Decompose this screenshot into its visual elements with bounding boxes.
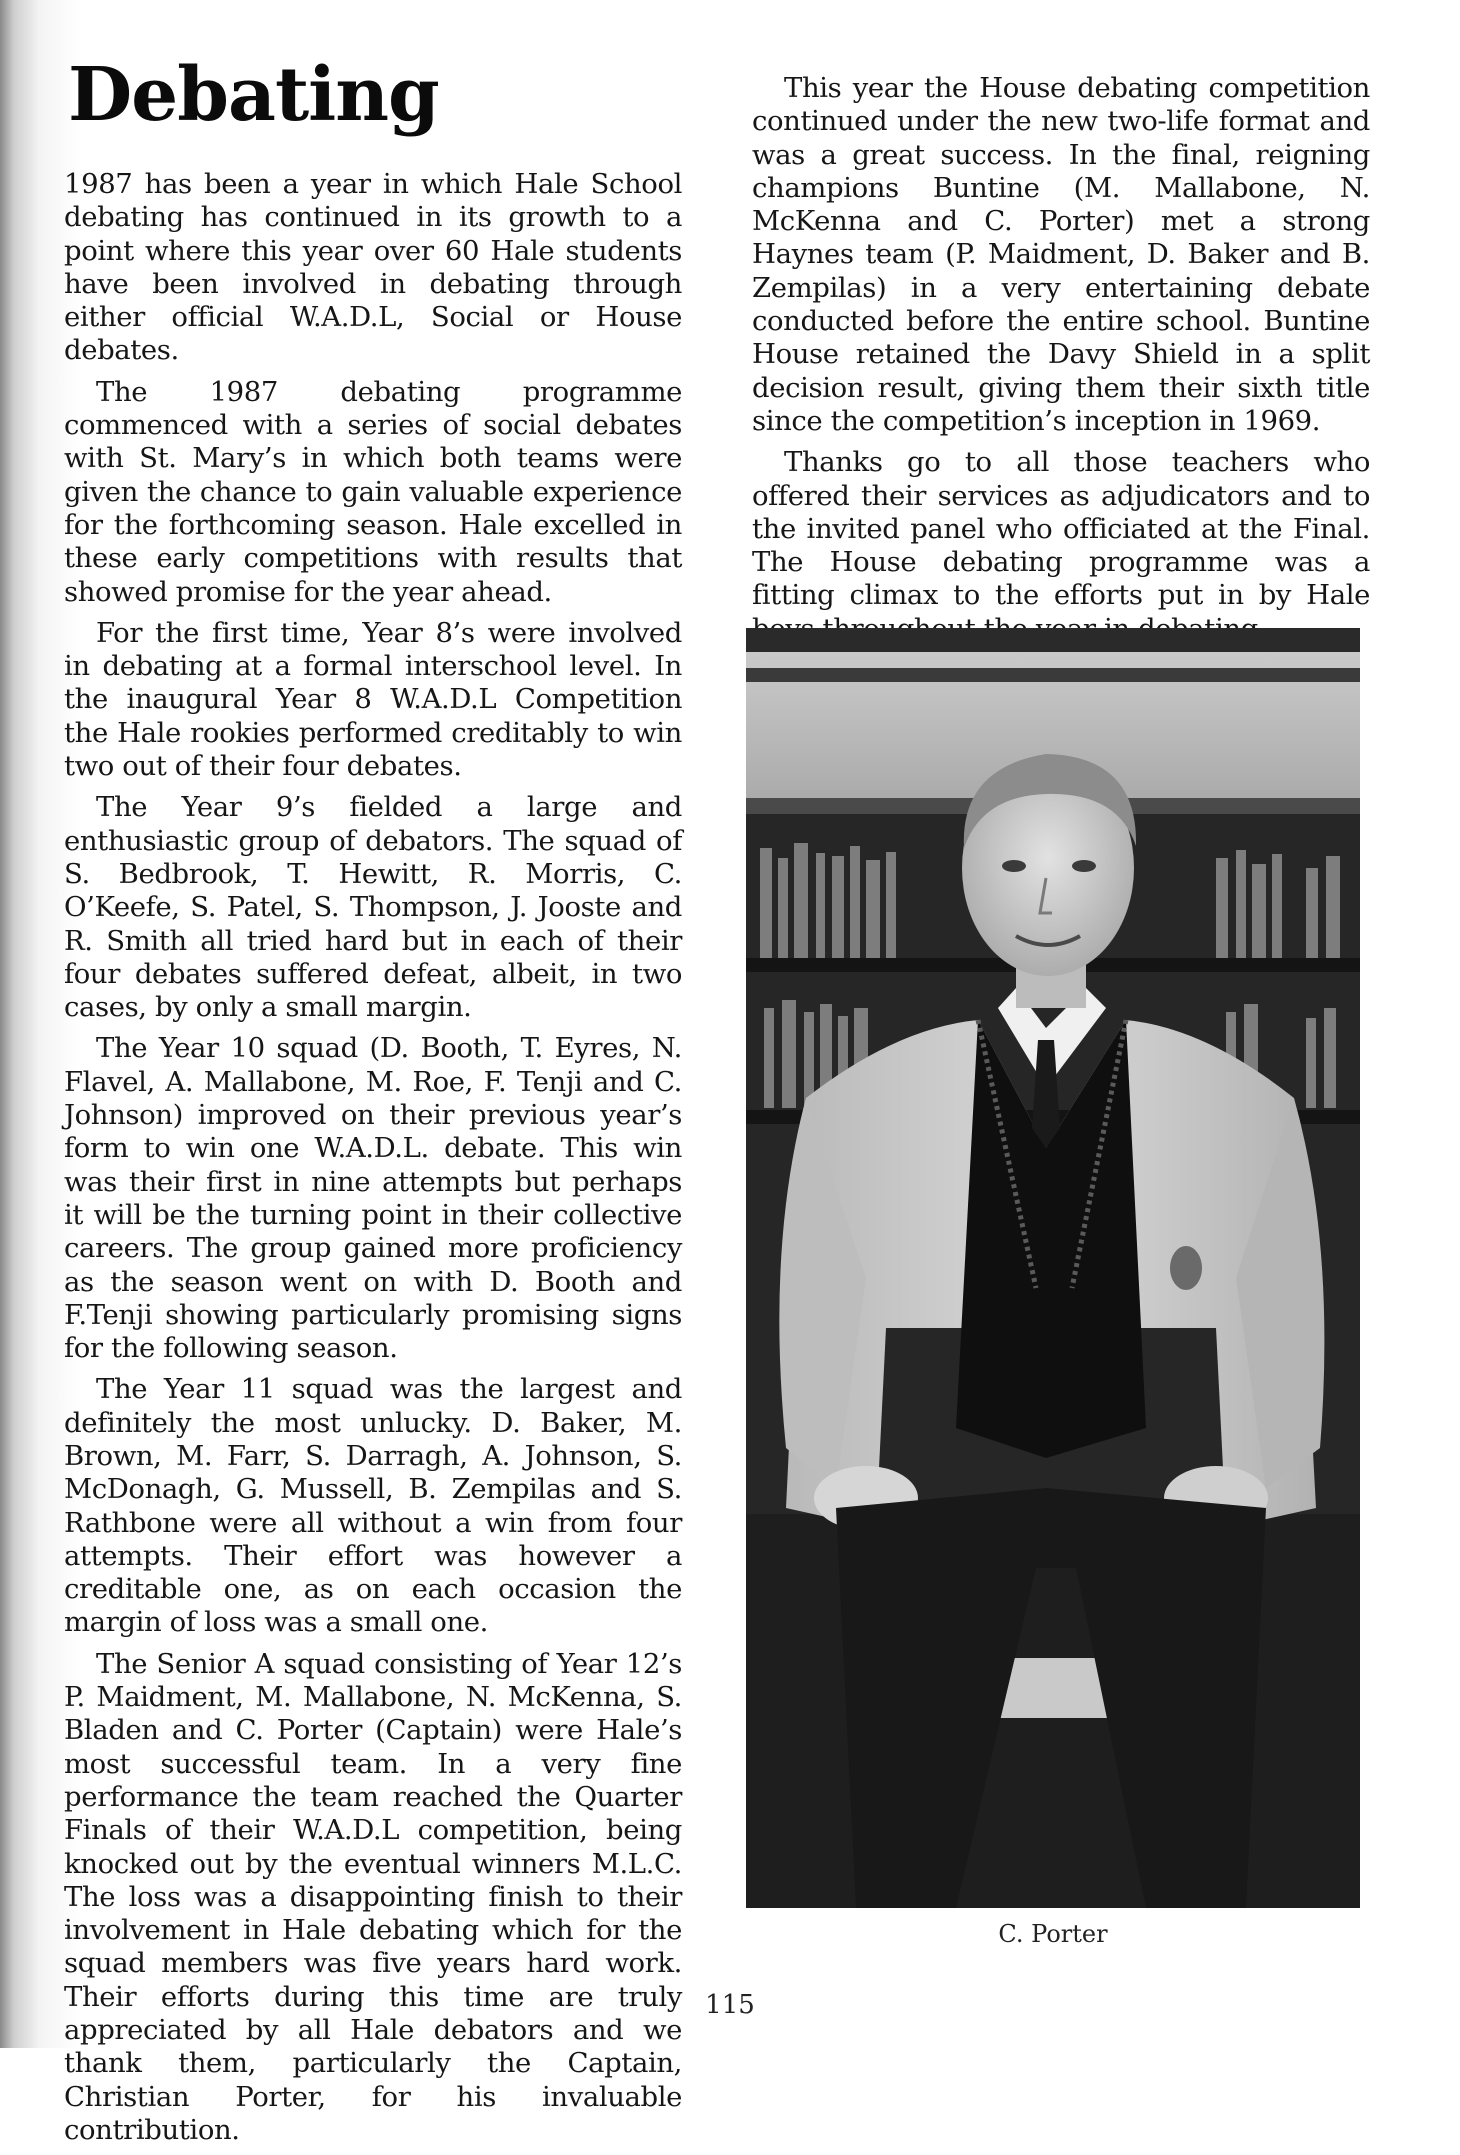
left-column [64,168,682,2155]
paragraph: This year the House debating competition continued under the new two-life format and was a great success. In the final, reigning champions Buntine (M. Mallabone, N. McKenna and C. Porter) met a strong Haynes team (P. Maidment, D. Baker and B. Zempilas) in a very entertaining debate conducted before the entire school. Buntine House retained the Davy Shield in a split decision result, giving them their sixth title since the competition’s inception in 1969. [752,72,1370,437]
paragraph: 1987 has been a year in which Hale School debating has continued in its growth to a point where this year over 60 Hale students have been involved in debating through either official W.A.D.L, Social or House debates. [64,168,682,367]
paragraph: The Year 11 squad was the largest and definitely the most unlucky. D. Baker, M. Brown, M. Farr, S. Darragh, A. Johnson, S. McDonagh, G. Mussell, B. Zempilas and S. Rathbone were all without a win from four attempts. Their effort was however a creditable one, as on each occasion the margin of loss was a small one. [64,1373,682,1639]
right-column [752,72,1370,654]
paragraph: The Year 9’s fielded a large and enthusiastic group of debators. The squad of S. Bedbrook, T. Hewitt, R. Morris, C. O’Keefe, S. Patel, S. Thompson, J. Jooste and R. Smith all tried hard but in each of their four debates suffered defeat, albeit, in two cases, by only a small margin. [64,791,682,1024]
paragraph: Thanks go to all those teachers who offered their services as adjudicators and to the invited panel who officiated at the Final. The House debating programme was a fitting climax to the efforts put in by Hale [752,446,1370,612]
portrait-illustration [746,628,1360,1908]
paragraph: The Year 10 squad (D. Booth, T. Eyres, N. Flavel, A. Mallabone, M. Roe, F. Tenji and C. Johnson) improved on their previous year’s form to win one W.A.D.L. debate. This win was their first in nine attempts but perhaps it will be the turning point in their collective careers. The group gained more proficiency as the season went on with D. Booth and F.Tenji showing particularly promising signs for the following season. [64,1032,682,1365]
portrait-photo [746,628,1360,1908]
page-number: 115 [705,1990,755,2020]
page-title: Debating [68,52,439,138]
photo-caption: C. Porter [998,1920,1108,1948]
paragraph: The Senior A squad consisting of Year 12’s P. Maidment, M. Mallabone, N. McKenna, S. Bladen and C. Porter (Captain) were Hale’s most successful team. In a very fine performance the team reached the Quarter Finals of their W.A.D.L competition, being knocked out by the eventual winners M.L.C. The loss was a disappointing finish to their involvement in Hale debating which for the squad members was five years hard work. Their efforts during this time are truly appreciated by all Hale debators and we thank them, particularly the Captain, Christian Porter, for his invaluable contribution. [64,1647,682,2146]
paragraph: The 1987 debating programme commenced with a series of social debates with St. Mary’s in which both teams were given the chance to gain valuable experience for the forthcoming season. Hale excelled in these early competitions with results that showed promise for the year ahead. [64,375,682,608]
paragraph: For the first time, Year 8’s were involved in debating at a formal interschool level. In the inaugural Year 8 W.A.D.L Competition the Hale rookies performed creditably to win two out of their four debates. [64,616,682,783]
